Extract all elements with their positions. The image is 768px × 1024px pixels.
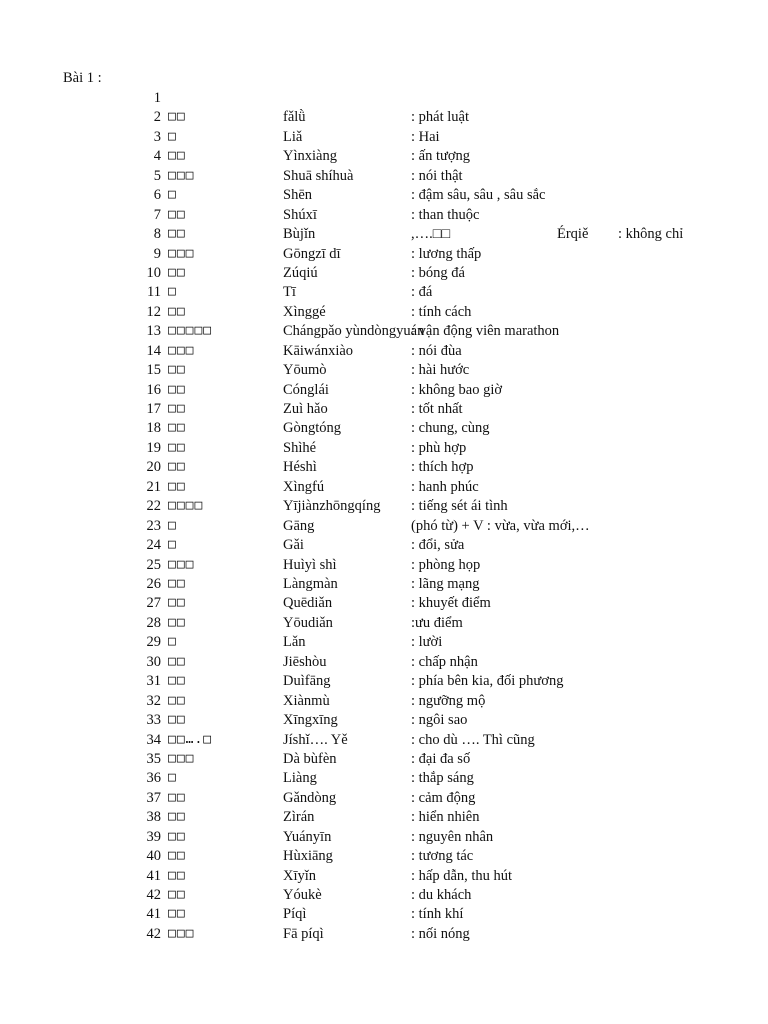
hanzi-text: □□ (168, 692, 186, 708)
hanzi-text: □□ (168, 848, 186, 864)
row-number: 35 (146, 750, 161, 767)
hanzi-text: □□ (168, 439, 186, 455)
meaning-text: : ngôi sao (411, 712, 468, 729)
meaning-text: : khuyết điểm (411, 595, 491, 612)
meaning-text: : đậm sâu, sâu , sâu sắc (411, 187, 546, 204)
hanzi-text: □□□□ (168, 498, 204, 514)
pinyin-text: Duìfāng (283, 673, 331, 690)
vocab-row (0, 244, 768, 264)
row-number: 32 (146, 692, 161, 709)
vocab-row (0, 671, 768, 691)
hanzi-text: □□ (168, 867, 186, 883)
pinyin-text: Chángpǎo yùndòngyuán (283, 323, 425, 340)
row-number: 23 (146, 517, 161, 534)
vocab-row (0, 866, 768, 886)
vocab-row (0, 438, 768, 458)
row-number: 26 (146, 576, 161, 592)
hanzi-text: □□ (168, 401, 186, 417)
row-number: 19 (146, 439, 161, 456)
row-number: 37 (146, 789, 161, 806)
vocab-row (0, 302, 768, 322)
row-number: 42 (146, 925, 161, 942)
vocab-row (0, 632, 768, 652)
hanzi-text: □□□ (168, 556, 195, 572)
hanzi-text: □□□□□ (168, 323, 213, 339)
vocab-row (0, 535, 768, 555)
meaning-text: : cảm động (411, 789, 476, 806)
row-number: 2 (153, 109, 161, 126)
vocab-row (0, 496, 768, 516)
meaning-text: : tương tác (411, 848, 474, 865)
pinyin-text: Liàng (283, 770, 317, 787)
vocab-row (0, 360, 768, 380)
vocab-row (0, 555, 768, 575)
hanzi-text: □□ (168, 303, 186, 319)
pinyin-text: Kāiwánxiào (283, 342, 354, 359)
hanzi-text: □□ (168, 420, 186, 436)
row-number: 33 (146, 712, 161, 729)
row-number: 16 (146, 381, 161, 398)
row-number: 6 (153, 187, 161, 204)
pinyin-text: fǎlǜ (283, 109, 306, 126)
vocab-row (0, 710, 768, 730)
hanzi-text: □ (168, 634, 177, 650)
hanzi-text: □□ (168, 673, 186, 689)
meaning-text: ,….□□ (411, 226, 451, 243)
vocab-row (0, 457, 768, 477)
vocab-row (0, 788, 768, 808)
vocab-row (0, 691, 768, 711)
vocab-row (0, 166, 768, 186)
pinyin-text: Yuányīn (283, 828, 332, 845)
row-number: 21 (146, 478, 161, 495)
pinyin-text: Gòngtóng (283, 420, 341, 437)
meaning-text: : tốt nhất (411, 401, 463, 418)
pinyin-text: Gǎndòng (283, 789, 337, 806)
row-number: 12 (146, 303, 161, 320)
vocab-row (0, 924, 768, 944)
pinyin-text: Tī (283, 284, 296, 301)
row-number: 9 (153, 245, 161, 262)
vocab-row (0, 127, 768, 147)
vocab-row (0, 418, 768, 438)
meaning-text: : phù hợp (411, 439, 467, 456)
hanzi-text: □□ (168, 828, 186, 844)
row-number: 41 (146, 867, 161, 884)
row-number: 13 (146, 323, 161, 340)
meaning-text: : than thuộc (411, 206, 480, 223)
meaning-text: : nói thật (411, 167, 463, 184)
meaning-text: : chấp nhận (411, 653, 478, 670)
hanzi-text: □□ (168, 789, 186, 805)
row-number: 27 (146, 595, 161, 612)
row-number: 22 (146, 498, 161, 515)
hanzi-text: □□□ (168, 167, 195, 183)
pinyin-text: Yījiànzhōngqíng (283, 498, 381, 515)
pinyin-text: Gāng (283, 517, 315, 534)
hanzi-text: □□ (168, 362, 186, 378)
pinyin-text: Jiēshòu (283, 653, 327, 670)
row-number: 7 (153, 206, 161, 223)
pinyin-text: Cónglái (283, 381, 329, 398)
vocab-row (0, 516, 768, 536)
row-number: 34 (146, 731, 161, 748)
meaning-text: : phía bên kia, đối phương (411, 673, 564, 690)
pinyin-text: Zìrán (283, 809, 315, 826)
meaning-text: : vận động viên marathon (411, 323, 560, 340)
hanzi-text: □ (168, 770, 177, 786)
row-number: 36 (146, 770, 161, 787)
pinyin-text: Xìnggé (283, 303, 326, 320)
meaning-text: : hài hước (411, 362, 470, 379)
hanzi-text: □ (168, 537, 177, 553)
row-number: 28 (146, 614, 161, 631)
meaning-text: : hiển nhiên (411, 809, 480, 826)
pinyin-text: Fā píqì (283, 925, 324, 942)
meaning-text: : ngưỡng mộ (411, 692, 486, 709)
meaning-text: : lười (411, 634, 443, 651)
vocab-row (0, 224, 768, 244)
row-number: 42 (146, 887, 161, 904)
vocab-row (0, 341, 768, 361)
vocab-row (0, 652, 768, 672)
pinyin-text: Yìnxiàng (283, 148, 337, 165)
pinyin-text: Xīyǐn (283, 867, 317, 884)
row-number: 11 (147, 284, 161, 301)
row-number: 1 (153, 90, 161, 106)
vocab-row (0, 593, 768, 613)
meaning-text: : tính khí (411, 906, 464, 923)
meaning-text: : phòng họp (411, 556, 481, 573)
pinyin-text: Làngmàn (283, 576, 338, 592)
hanzi-text: □□□ (168, 245, 195, 261)
row-number: 25 (146, 556, 161, 573)
row-number: 5 (153, 167, 161, 184)
meaning-text: : lương thấp (411, 245, 482, 262)
vocab-row (0, 263, 768, 283)
pinyin-text: Quēdiǎn (283, 595, 333, 612)
pinyin-text: Liǎ (283, 128, 303, 145)
pinyin-text: Shuā shíhuà (283, 167, 354, 184)
vocab-row (0, 399, 768, 419)
meaning-text: : chung, cùng (411, 420, 490, 437)
meaning-text: : phát luật (411, 109, 469, 126)
vocab-row (0, 574, 768, 594)
hanzi-text: □□ (168, 459, 186, 475)
meaning-text: : đổi, sửa (411, 537, 465, 554)
pinyin-text: Huìyì shì (283, 556, 337, 573)
hanzi-text: □□ (168, 264, 186, 280)
meaning-text: : thích hợp (411, 459, 474, 476)
hanzi-text: □□ (168, 653, 186, 669)
row-number: 4 (153, 148, 161, 165)
hanzi-text: □ (168, 128, 177, 144)
meaning-text: : nói đùa (411, 342, 462, 359)
pinyin-text: Lǎn (283, 634, 306, 651)
meaning-text: : hấp dẫn, thu hút (411, 867, 513, 884)
meaning-text: : hanh phúc (411, 478, 479, 495)
pinyin-text: Shēn (283, 187, 312, 204)
meaning-text: (phó từ) + V : vừa, vừa mới,… (411, 517, 590, 534)
row-number: 14 (146, 342, 161, 359)
hanzi-text: □□ (168, 478, 186, 494)
row-number: 31 (146, 673, 161, 690)
row-number: 38 (146, 809, 161, 826)
vocab-row (0, 107, 768, 127)
hanzi-text: □□□ (168, 342, 195, 358)
pinyin-text: Dà bùfèn (283, 750, 337, 767)
hanzi-text: □□ (168, 381, 186, 397)
hanzi-text: □□ (168, 906, 186, 922)
meaning-text: : nối nóng (411, 925, 470, 942)
pinyin-text: Héshì (283, 459, 317, 476)
pinyin-text: Hùxiāng (283, 848, 333, 865)
hanzi-text: □□ (168, 148, 186, 164)
meaning-text: : nguyên nhân (411, 828, 494, 845)
vocab-row (0, 730, 768, 750)
vocab-row (0, 88, 768, 108)
hanzi-text: □□ (168, 595, 186, 611)
meaning-text: : Hai (411, 128, 440, 145)
row-number: 8 (153, 226, 161, 243)
pinyin-text: Bùjǐn (283, 226, 316, 243)
pinyin-text: Zúqiú (283, 264, 318, 281)
hanzi-text: □□ (168, 109, 186, 125)
vocab-row (0, 846, 768, 866)
hanzi-text: □□□ (168, 750, 195, 766)
pinyin-text-2: Érqiě (557, 226, 589, 243)
meaning-text: : du khách (411, 887, 472, 904)
vocab-row (0, 185, 768, 205)
vocab-row (0, 321, 768, 341)
meaning-text: : thắp sáng (411, 770, 474, 787)
pinyin-text: Yōudiǎn (283, 614, 333, 631)
hanzi-text: □□….□ (168, 731, 213, 747)
vocab-row (0, 380, 768, 400)
hanzi-text: □□ (168, 809, 186, 825)
pinyin-text: Yóukè (283, 887, 322, 904)
row-number: 29 (146, 634, 161, 651)
meaning-text: : bóng đá (411, 264, 465, 281)
row-number: 20 (146, 459, 161, 476)
meaning-text: : lãng mạng (411, 576, 480, 592)
vocab-row (0, 827, 768, 847)
row-number: 17 (146, 401, 161, 418)
pinyin-text: Xìngfú (283, 478, 325, 495)
hanzi-text: □ (168, 187, 177, 203)
hanzi-text: □□□ (168, 925, 195, 941)
row-number: 24 (146, 537, 161, 554)
pinyin-text: Gōngzī dī (283, 245, 341, 262)
row-number: 3 (153, 128, 161, 145)
vocab-row (0, 282, 768, 302)
meaning-text: : không bao giờ (411, 381, 503, 398)
vocab-row (0, 477, 768, 497)
pinyin-text: Xiànmù (283, 692, 330, 709)
row-number: 18 (146, 420, 161, 437)
hanzi-text: □□ (168, 614, 186, 630)
hanzi-text: □□ (168, 576, 186, 591)
hanzi-text: □□ (168, 206, 186, 222)
meaning-text: :ưu điểm (411, 614, 463, 631)
meaning-text: : cho dù …. Thì cũng (411, 731, 535, 748)
hanzi-text: □□ (168, 712, 186, 728)
hanzi-text: □□ (168, 226, 186, 242)
vocab-row (0, 613, 768, 633)
section-heading: Bài 1 : (63, 70, 102, 86)
meaning-text: : đá (411, 284, 433, 301)
pinyin-text: Yōumò (283, 362, 327, 379)
vocab-row (0, 205, 768, 225)
row-number: 40 (146, 848, 161, 865)
hanzi-text: □ (168, 284, 177, 300)
hanzi-text: □□ (168, 887, 186, 903)
pinyin-text: Gǎi (283, 537, 304, 554)
pinyin-text: Xīngxīng (283, 712, 338, 729)
hanzi-text: □ (168, 517, 177, 533)
vocab-row (0, 904, 768, 924)
row-number: 30 (146, 653, 161, 670)
row-number: 39 (146, 828, 161, 845)
vocab-row (0, 885, 768, 905)
meaning-text-2: : không chỉ (618, 226, 684, 243)
row-number: 15 (146, 362, 161, 379)
vocab-row (0, 749, 768, 769)
pinyin-text: Shìhé (283, 439, 317, 456)
vocab-row (0, 146, 768, 166)
meaning-text: : tính cách (411, 303, 472, 320)
meaning-text: : ấn tượng (411, 148, 471, 165)
pinyin-text: Shúxī (283, 206, 317, 223)
vocab-row (0, 807, 768, 827)
row-number: 41 (146, 906, 161, 923)
pinyin-text: Píqì (283, 906, 307, 923)
vocab-row (0, 768, 768, 788)
row-number: 10 (146, 264, 161, 281)
pinyin-text: Zuì hǎo (283, 401, 328, 418)
meaning-text: : tiếng sét ái tình (411, 498, 508, 515)
meaning-text: : đại đa số (411, 750, 471, 767)
pinyin-text: Jíshǐ…. Yě (283, 731, 348, 748)
